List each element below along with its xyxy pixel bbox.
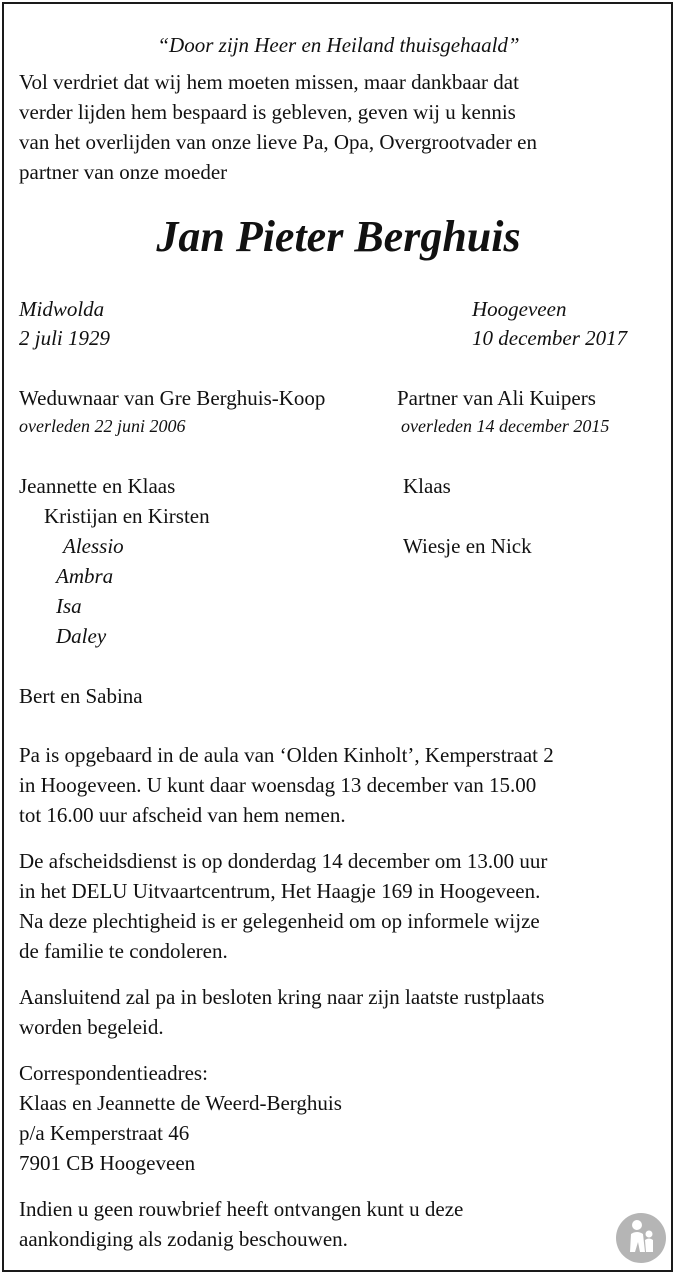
intro-line: van het overlijden van onze lieve Pa, Opa, Overgrootvader en: [19, 130, 538, 154]
death-place: Hoogeveen: [472, 297, 567, 321]
family-grandchild: Wiesje en Nick: [403, 534, 532, 558]
correspondence-name: Klaas en Jeannette de Weerd-Berghuis: [19, 1091, 342, 1115]
partner-died: overleden 14 december 2015: [401, 416, 610, 436]
burial-line: worden begeleid.: [19, 1015, 164, 1039]
intro-line: Vol verdriet dat wij hem moeten missen, maar dankbaar dat: [19, 70, 519, 94]
motto: “Door zijn Heer en Heiland thuisgehaald”: [157, 33, 520, 57]
family-child: Klaas: [403, 474, 451, 498]
spouse-died: overleden 22 juni 2006: [19, 416, 186, 436]
closing-line: aankondiging als zodanig beschouwen.: [19, 1227, 348, 1251]
viewing-line: Pa is opgebaard in de aula van ‘Olden Kinholt’, Kemperstraat 2: [19, 743, 554, 767]
service-line: in het DELU Uitvaartcentrum, Het Haagje 169 in Hoogeveen.: [19, 879, 541, 903]
viewing-line: tot 16.00 uur afscheid van hem nemen.: [19, 803, 346, 827]
burial-line: Aansluitend zal pa in besloten kring naar zijn laatste rustplaats: [19, 985, 545, 1009]
family-child: Bert en Sabina: [19, 684, 143, 708]
correspondence-street: p/a Kemperstraat 46: [19, 1121, 190, 1145]
service-line: De afscheidsdienst is op donderdag 14 december om 13.00 uur: [19, 849, 548, 873]
viewing-line: in Hoogeveen. U kunt daar woensdag 13 december van 15.00: [19, 773, 537, 797]
spouse-label: Weduwnaar van Gre Berghuis-Koop: [19, 386, 326, 410]
intro-line: verder lijden hem bespaard is gebleven, geven wij u kennis: [19, 100, 516, 124]
family-great-grandchild: Isa: [56, 594, 82, 618]
service-line: de familie te condoleren.: [19, 939, 228, 963]
memorial-logo-icon: [615, 1212, 667, 1264]
death-date: 10 december 2017: [472, 326, 628, 350]
birth-place: Midwolda: [19, 297, 105, 321]
family-grandchild: Kristijan en Kirsten: [44, 504, 210, 528]
closing-line: Indien u geen rouwbrief heeft ontvangen kunt u deze: [19, 1197, 464, 1221]
deceased-name: Jan Pieter Berghuis: [156, 212, 521, 261]
intro-line: partner van onze moeder: [19, 160, 228, 184]
family-great-grandchild: Alessio: [63, 534, 124, 558]
correspondence-city: 7901 CB Hoogeveen: [19, 1151, 196, 1175]
family-child: Jeannette en Klaas: [19, 474, 176, 498]
service-line: Na deze plechtigheid is er gelegenheid om op informele wijze: [19, 909, 540, 933]
birth-date: 2 juli 1929: [19, 326, 111, 350]
family-great-grandchild: Daley: [56, 624, 107, 648]
correspondence-heading: Correspondentieadres:: [19, 1061, 208, 1085]
partner-label: Partner van Ali Kuipers: [397, 386, 596, 410]
family-great-grandchild: Ambra: [56, 564, 114, 588]
